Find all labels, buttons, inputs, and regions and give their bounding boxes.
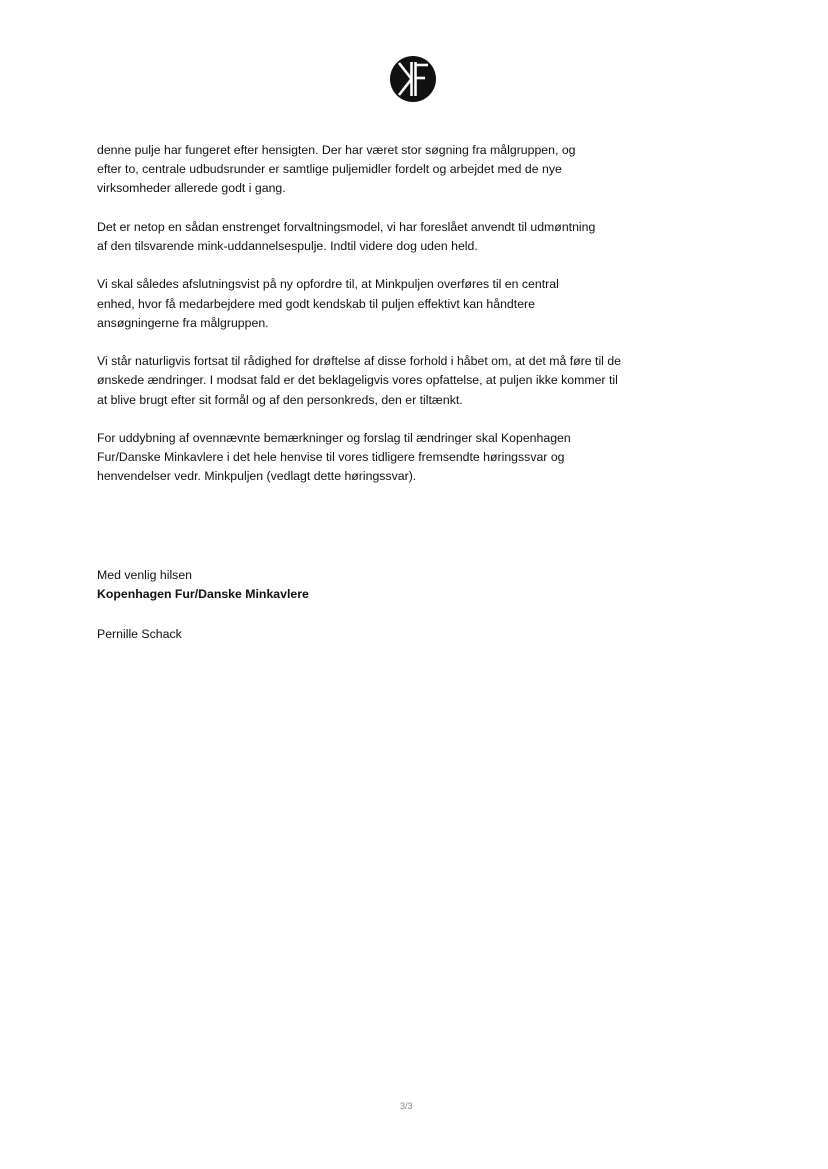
kf-monogram-icon — [388, 54, 438, 104]
text-line: denne pulje har fungeret efter hensigten. Der har været stor søgning fra målgruppen, og — [97, 143, 576, 157]
letter-body — [97, 141, 657, 506]
text-line: ønskede ændringer. I modsat fald er det beklageligvis vores opfattelse, at puljen ikke kommer til — [97, 373, 618, 388]
closing-greeting: Med venlig hilsen — [97, 568, 193, 582]
text-line: Vi står naturligvis fortsat til rådighed for drøftelse af disse forhold i håbet om, at det må føre til de — [97, 354, 621, 369]
text-line: Det er netop en sådan enstrenget forvaltningsmodel, vi har foreslået anvendt til udmøntning — [97, 219, 596, 234]
text-line: ansøgningerne fra målgruppen. — [97, 315, 269, 330]
paragraph — [97, 141, 657, 199]
signer-name: Pernille Schack — [97, 627, 182, 641]
paragraph — [97, 429, 657, 487]
text-line: henvendelser vedr. Minkpuljen (vedlagt dette høringssvar). — [97, 469, 417, 484]
page-number: 3/3 — [400, 1101, 413, 1111]
text-line: For uddybning af ovennævnte bemærkninger og forslag til ændringer skal Kopenhagen — [97, 430, 571, 445]
paragraph — [97, 352, 657, 410]
paragraph — [97, 218, 657, 256]
text-line: af den tilsvarende mink-uddannelsespulje. Indtil videre dog uden held. — [97, 239, 478, 253]
paragraph — [97, 275, 657, 333]
text-line: enhed, hvor få medarbejdere med godt kendskab til puljen effektivt kan håndtere — [97, 296, 535, 311]
company-name: Kopenhagen Fur/Danske Minkavlere — [97, 587, 309, 602]
closing-block — [97, 566, 309, 604]
text-line: efter to, centrale udbudsrunder er samtlige puljemidler fordelt og arbejdet med de nye — [97, 162, 562, 177]
text-line: Fur/Danske Minkavlere i det hele henvise til vores tidligere fremsendte høringssvar og — [97, 450, 565, 465]
text-line: Vi skal således afslutningsvist på ny opfordre til, at Minkpuljen overføres til en central — [97, 277, 559, 292]
text-line: at blive brugt efter sit formål og af den personkreds, den er tiltænkt. — [97, 392, 463, 407]
text-line: virksomheder allerede godt i gang. — [97, 181, 286, 196]
